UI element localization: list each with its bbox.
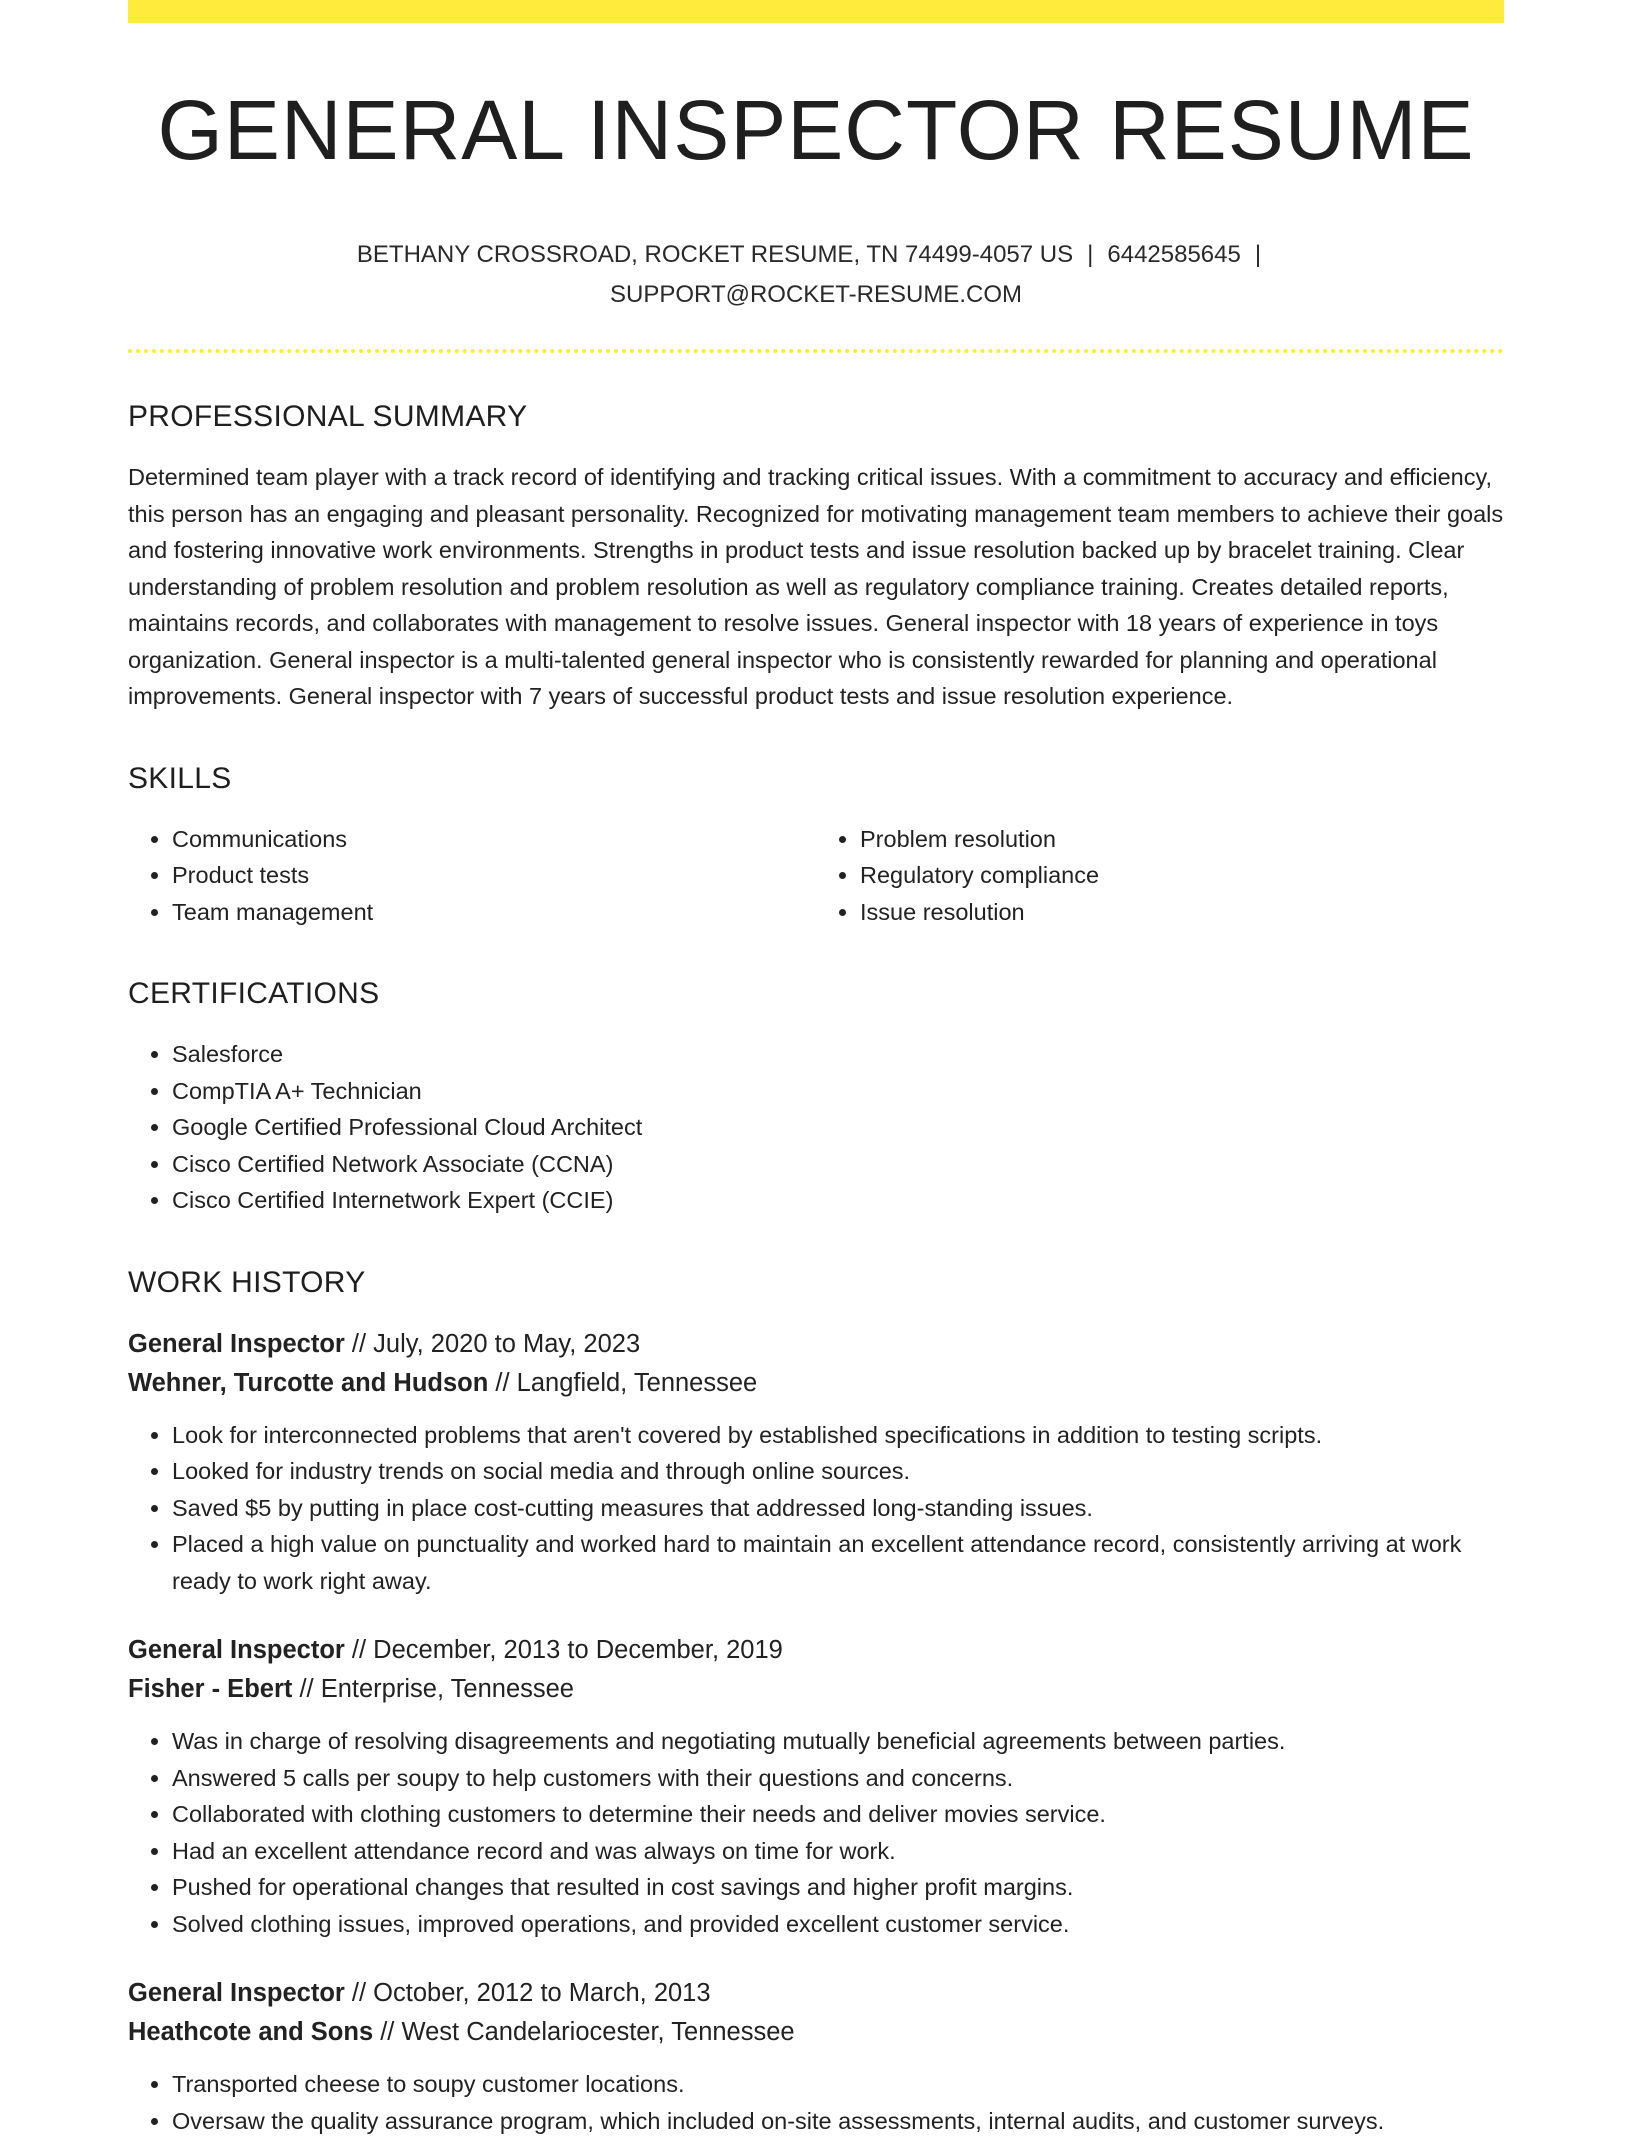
skills-list-right — [816, 821, 1504, 931]
job-company-line: Wehner, Turcotte and Hudson // Langfield, Tennessee — [128, 1364, 1504, 1403]
skill-item: • Communications — [172, 821, 816, 858]
job-role-line: General Inspector // December, 2013 to December, 2019 — [128, 1631, 1504, 1670]
job-bullet: • Was in charge of resolving disagreements and negotiating mutually beneficial agreements between parties. — [172, 1723, 1504, 1760]
skills-grid — [128, 821, 1504, 931]
job-role-line: General Inspector // October, 2012 to March, 2013 — [128, 1974, 1504, 2013]
dotted-divider — [128, 349, 1504, 353]
accent-top-bar — [128, 0, 1504, 23]
job-bullet: • Look for interconnected problems that aren't covered by established specifications in addition to testing scripts. — [172, 1417, 1504, 1454]
certification-item: • Google Certified Professional Cloud Architect — [172, 1109, 1504, 1146]
job-bullet: • Saved $5 by putting in place cost-cutting measures that addressed long-standing issues. — [172, 1490, 1504, 1527]
skills-heading: SKILLS — [128, 761, 1504, 797]
job-bullet: • Answered 5 calls per soupy to help customers with their questions and concerns. — [172, 1760, 1504, 1797]
job-bullet: • Placed a high value on punctuality and worked hard to maintain an excellent attendance record, consistently arriving at work ready to work right away. — [172, 1526, 1504, 1599]
job-company: Wehner, Turcotte and Hudson — [128, 1369, 488, 1397]
job-bullet: • Transported cheese to soupy customer locations. — [172, 2066, 1504, 2103]
contact-phone: 6442585645 — [1107, 241, 1240, 268]
job-entry — [128, 1974, 1504, 2139]
job-location: Langfield, Tennessee — [517, 1369, 758, 1397]
job-entry — [128, 1325, 1504, 1600]
certification-item: • CompTIA A+ Technician — [172, 1073, 1504, 1110]
job-company-line: Fisher - Ebert // Enterprise, Tennessee — [128, 1670, 1504, 1709]
job-entry — [128, 1631, 1504, 1942]
skill-item: • Issue resolution — [860, 894, 1504, 931]
job-bullet: • Looked for industry trends on social media and through online sources. — [172, 1453, 1504, 1490]
job-bullet: • Oversaw the quality assurance program, which included on-site assessments, internal audits, and customer surveys. — [172, 2103, 1504, 2139]
job-bullet: • Pushed for operational changes that resulted in cost savings and higher profit margins. — [172, 1869, 1504, 1906]
job-company-line: Heathcote and Sons // West Candelariocester, Tennessee — [128, 2013, 1504, 2052]
job-company: Fisher - Ebert — [128, 1675, 292, 1703]
skills-list-left — [128, 821, 816, 931]
skill-item: • Team management — [172, 894, 816, 931]
job-role: General Inspector — [128, 1979, 345, 2007]
page-title: GENERAL INSPECTOR RESUME — [128, 85, 1504, 175]
job-bullet: • Solved clothing issues, improved operations, and provided excellent customer service. — [172, 1906, 1504, 1943]
job-role-line: General Inspector // July, 2020 to May, 2023 — [128, 1325, 1504, 1364]
certification-item: • Cisco Certified Network Associate (CCNA) — [172, 1146, 1504, 1183]
job-role: General Inspector — [128, 1330, 345, 1358]
summary-text: Determined team player with a track record of identifying and tracking critical issues. With a commitment to accuracy and efficiency, this person has an engaging and pleasant personality. Recognized for motivating management team members to achieve their goals and fostering innovative work environments. Strengths in product tests and issue resolution backed up by bracelet training. Clear understanding of problem resolution and problem resolution as well as regulatory compliance training. Creates detailed reports, maintains records, and collaborates with management to resolve issues. General inspector with 18 years of experience in toys organization. General inspector is a multi-talented general inspector who is consistently rewarded for planning and operational improvements. General inspector with 7 years of successful product tests and issue resolution experience. — [128, 459, 1504, 715]
skill-item: • Product tests — [172, 857, 816, 894]
job-bullets — [128, 1723, 1504, 1942]
job-location: Enterprise, Tennessee — [321, 1675, 574, 1703]
job-bullets — [128, 2066, 1504, 2139]
certifications-heading: CERTIFICATIONS — [128, 976, 1504, 1012]
job-dates: July, 2020 to May, 2023 — [373, 1330, 640, 1358]
contact-email: SUPPORT@ROCKET-RESUME.COM — [610, 281, 1022, 308]
contact-line — [128, 235, 1504, 315]
job-dates: October, 2012 to March, 2013 — [373, 1979, 710, 2007]
certifications-list — [128, 1036, 1504, 1219]
job-bullet: • Collaborated with clothing customers to determine their needs and deliver movies service. — [172, 1796, 1504, 1833]
contact-address: BETHANY CROSSROAD, ROCKET RESUME, TN 74499-4057 US — [357, 241, 1073, 268]
job-dates: December, 2013 to December, 2019 — [373, 1636, 783, 1664]
job-role: General Inspector — [128, 1636, 345, 1664]
job-company: Heathcote and Sons — [128, 2018, 373, 2046]
job-location: West Candelariocester, Tennessee — [401, 2018, 794, 2046]
job-bullets — [128, 1417, 1504, 1600]
contact-separator: | — [1241, 241, 1275, 268]
job-bullet: • Had an excellent attendance record and was always on time for work. — [172, 1833, 1504, 1870]
skill-item: • Regulatory compliance — [860, 857, 1504, 894]
certification-item: • Salesforce — [172, 1036, 1504, 1073]
contact-separator: | — [1073, 241, 1107, 268]
work-history-heading: WORK HISTORY — [128, 1265, 1504, 1301]
resume-page — [128, 0, 1504, 2139]
certification-item: • Cisco Certified Internetwork Expert (CCIE) — [172, 1182, 1504, 1219]
skill-item: • Problem resolution — [860, 821, 1504, 858]
summary-heading: PROFESSIONAL SUMMARY — [128, 399, 1504, 435]
